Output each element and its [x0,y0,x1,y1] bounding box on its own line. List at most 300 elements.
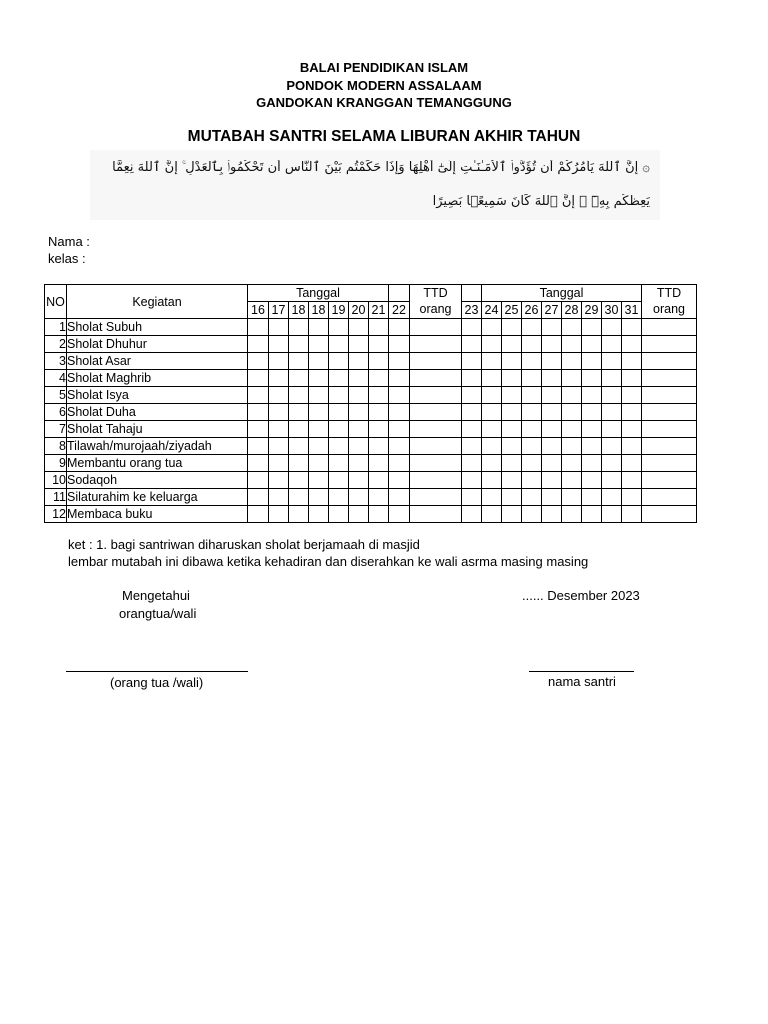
date-header-cell: 19 [329,302,349,319]
check-cell[interactable] [248,472,269,489]
date-header-cell: 20 [349,302,369,319]
check-cell[interactable] [248,319,269,336]
check-cell[interactable] [289,336,309,353]
check-cell[interactable] [329,472,349,489]
activity-name: Membaca buku [67,506,248,523]
check-cell[interactable] [462,506,482,523]
check-cell[interactable] [309,353,329,370]
date-header-cell: 22 [389,302,410,319]
check-cell[interactable] [462,353,482,370]
ttd-orang-label: orang [653,302,685,316]
check-cell[interactable] [622,353,642,370]
check-cell[interactable] [622,370,642,387]
check-cell[interactable] [462,404,482,421]
check-cell[interactable] [542,506,562,523]
check-cell[interactable] [562,387,582,404]
row-number: 3 [45,353,67,370]
check-cell[interactable] [562,506,582,523]
check-cell[interactable] [329,455,349,472]
check-cell[interactable] [349,319,369,336]
check-cell[interactable] [582,353,602,370]
check-cell[interactable] [602,421,622,438]
ttd-cell[interactable] [410,472,462,489]
check-cell[interactable] [248,438,269,455]
check-cell[interactable] [389,506,410,523]
ttd-header-1 [410,285,462,319]
check-cell[interactable] [248,489,269,506]
check-cell[interactable] [582,387,602,404]
check-cell[interactable] [562,438,582,455]
ttd-cell[interactable] [642,455,697,472]
check-cell[interactable] [269,455,289,472]
check-cell[interactable] [389,421,410,438]
check-cell[interactable] [542,455,562,472]
check-cell[interactable] [329,353,349,370]
check-cell[interactable] [309,506,329,523]
check-cell[interactable] [602,455,622,472]
check-cell[interactable] [462,455,482,472]
activity-name: Sholat Subuh [67,319,248,336]
check-cell[interactable] [542,404,562,421]
check-cell[interactable] [582,472,602,489]
check-cell[interactable] [269,370,289,387]
check-cell[interactable] [542,421,562,438]
table-row [45,353,697,370]
check-cell[interactable] [349,506,369,523]
document-title: MUTABAH SANTRI SELAMA LIBURAN AKHIR TAHUN [187,128,581,145]
activity-name: Sholat Tahaju [67,421,248,438]
check-cell[interactable] [369,472,389,489]
table-row [45,421,697,438]
check-cell[interactable] [602,404,622,421]
check-cell[interactable] [349,489,369,506]
check-cell[interactable] [502,489,522,506]
check-cell[interactable] [582,421,602,438]
check-cell[interactable] [622,489,642,506]
blank-header-cell [462,285,482,302]
ttd-cell[interactable] [410,438,462,455]
check-cell[interactable] [309,387,329,404]
check-cell[interactable] [269,404,289,421]
check-cell[interactable] [482,506,502,523]
parent-caption: (orang tua /wali) [110,675,204,690]
check-cell[interactable] [622,387,642,404]
check-cell[interactable] [462,421,482,438]
date-header-cell: 30 [602,302,622,319]
table-row [45,319,697,336]
check-cell[interactable] [389,370,410,387]
check-cell[interactable] [289,353,309,370]
check-cell[interactable] [329,319,349,336]
check-cell[interactable] [562,353,582,370]
check-cell[interactable] [582,438,602,455]
check-cell[interactable] [622,404,642,421]
ttd-cell[interactable] [410,455,462,472]
activity-table [44,284,697,523]
check-cell[interactable] [562,319,582,336]
check-cell[interactable] [542,472,562,489]
check-cell[interactable] [389,438,410,455]
check-cell[interactable] [482,387,502,404]
activity-name: Sholat Maghrib [67,370,248,387]
check-cell[interactable] [309,489,329,506]
check-cell[interactable] [369,421,389,438]
check-cell[interactable] [269,353,289,370]
check-cell[interactable] [542,319,562,336]
check-cell[interactable] [462,336,482,353]
check-cell[interactable] [248,455,269,472]
ttd-cell[interactable] [642,319,697,336]
tanggal-header-2: Tanggal [482,285,642,302]
check-cell[interactable] [462,319,482,336]
check-cell[interactable] [622,319,642,336]
institution-name: BALAI PENDIDIKAN ISLAM [299,60,469,75]
check-cell[interactable] [502,353,522,370]
check-cell[interactable] [622,421,642,438]
check-cell[interactable] [522,489,542,506]
ttd-cell[interactable] [410,421,462,438]
activity-name: Silaturahim ke keluarga [67,489,248,506]
table-row [45,387,697,404]
check-cell[interactable] [622,455,642,472]
check-cell[interactable] [389,387,410,404]
check-cell[interactable] [269,336,289,353]
check-cell[interactable] [602,438,622,455]
check-cell[interactable] [502,387,522,404]
check-cell[interactable] [602,489,622,506]
check-cell[interactable] [309,472,329,489]
nama-field-label: Nama : [48,234,90,249]
ttd-cell[interactable] [410,370,462,387]
check-cell[interactable] [369,370,389,387]
check-cell[interactable] [309,319,329,336]
date-header-cell: 25 [502,302,522,319]
date-header-cell: 29 [582,302,602,319]
ttd-cell[interactable] [642,336,697,353]
date-header-cell: 21 [369,302,389,319]
check-cell[interactable] [369,336,389,353]
check-cell[interactable] [349,421,369,438]
date-header-cell: 18 [309,302,329,319]
check-cell[interactable] [502,506,522,523]
check-cell[interactable] [389,353,410,370]
check-cell[interactable] [562,404,582,421]
check-cell[interactable] [522,404,542,421]
check-cell[interactable] [602,506,622,523]
check-cell[interactable] [269,438,289,455]
activity-name: Tilawah/murojaah/ziyadah [67,438,248,455]
ttd-cell[interactable] [642,472,697,489]
row-number: 2 [45,336,67,353]
check-cell[interactable] [289,489,309,506]
date-label: ...... Desember 2023 [522,588,640,603]
check-cell[interactable] [329,404,349,421]
check-cell[interactable] [309,404,329,421]
check-cell[interactable] [309,455,329,472]
check-cell[interactable] [389,319,410,336]
check-cell[interactable] [389,404,410,421]
check-cell[interactable] [289,319,309,336]
check-cell[interactable] [622,438,642,455]
check-cell[interactable] [329,438,349,455]
check-cell[interactable] [502,455,522,472]
row-number: 9 [45,455,67,472]
check-cell[interactable] [389,489,410,506]
check-cell[interactable] [482,370,502,387]
row-number: 5 [45,387,67,404]
check-cell[interactable] [602,370,622,387]
check-cell[interactable] [269,387,289,404]
check-cell[interactable] [248,506,269,523]
check-cell[interactable] [502,319,522,336]
check-cell[interactable] [369,438,389,455]
check-cell[interactable] [482,421,502,438]
check-cell[interactable] [248,353,269,370]
check-cell[interactable] [289,404,309,421]
check-cell[interactable] [562,472,582,489]
ttd-cell[interactable] [642,353,697,370]
check-cell[interactable] [349,353,369,370]
student-signature-line [529,671,634,672]
ttd-cell[interactable] [642,404,697,421]
check-cell[interactable] [582,455,602,472]
mengetahui-label: Mengetahui [122,588,190,603]
check-cell[interactable] [582,319,602,336]
check-cell[interactable] [502,472,522,489]
check-cell[interactable] [289,438,309,455]
ttd-cell[interactable] [410,404,462,421]
check-cell[interactable] [502,421,522,438]
table-row [45,336,697,353]
check-cell[interactable] [602,353,622,370]
check-cell[interactable] [582,336,602,353]
check-cell[interactable] [522,353,542,370]
ttd-cell[interactable] [410,506,462,523]
check-cell[interactable] [289,387,309,404]
date-header-cell: 16 [248,302,269,319]
check-cell[interactable] [369,489,389,506]
activity-name: Membantu orang tua [67,455,248,472]
check-cell[interactable] [248,404,269,421]
ttd-cell[interactable] [642,489,697,506]
check-cell[interactable] [248,370,269,387]
check-cell[interactable] [522,387,542,404]
check-cell[interactable] [349,404,369,421]
row-number: 12 [45,506,67,523]
check-cell[interactable] [349,438,369,455]
table-row [45,404,697,421]
check-cell[interactable] [248,387,269,404]
check-cell[interactable] [349,472,369,489]
check-cell[interactable] [602,319,622,336]
check-cell[interactable] [562,421,582,438]
check-cell[interactable] [522,455,542,472]
ttd-label: TTD [656,286,682,300]
check-cell[interactable] [562,336,582,353]
check-cell[interactable] [389,472,410,489]
check-cell[interactable] [522,370,542,387]
date-header-cell: 18 [289,302,309,319]
date-header-cell: 24 [482,302,502,319]
activity-name: Sholat Dhuhur [67,336,248,353]
check-cell[interactable] [522,336,542,353]
check-cell[interactable] [522,319,542,336]
tanggal-header-1: Tanggal [248,285,389,302]
school-address: GANDOKAN KRANGGAN TEMANGGUNG [256,95,512,110]
note-lembar: lembar mutabah ini dibawa ketika kehadiran dan diserahkan ke wali asrma masing masing [68,554,589,569]
ttd-cell[interactable] [642,370,697,387]
table-row [45,438,697,455]
table-row [45,506,697,523]
verse-line-2: يَعِظُكُم بِهِۦٓ ۗ إِنَّ ٱللَّهَ كَانَ سَمِيعًۢا بَصِيرًا [432,194,650,209]
check-cell[interactable] [269,472,289,489]
check-cell[interactable] [349,336,369,353]
table-row [45,472,697,489]
row-number: 8 [45,438,67,455]
check-cell[interactable] [482,455,502,472]
check-cell[interactable] [582,506,602,523]
check-cell[interactable] [369,404,389,421]
ttd-cell[interactable] [410,489,462,506]
check-cell[interactable] [329,489,349,506]
check-cell[interactable] [542,336,562,353]
check-cell[interactable] [389,455,410,472]
check-cell[interactable] [582,370,602,387]
check-cell[interactable] [269,421,289,438]
blank-header-cell [389,285,410,302]
student-caption: nama santri [548,674,616,689]
check-cell[interactable] [309,370,329,387]
check-cell[interactable] [329,421,349,438]
no-header: NO [45,285,67,319]
check-cell[interactable] [248,336,269,353]
check-cell[interactable] [309,438,329,455]
check-cell[interactable] [462,472,482,489]
check-cell[interactable] [369,506,389,523]
check-cell[interactable] [269,506,289,523]
check-cell[interactable] [522,472,542,489]
check-cell[interactable] [462,387,482,404]
check-cell[interactable] [582,489,602,506]
check-cell[interactable] [602,336,622,353]
check-cell[interactable] [502,370,522,387]
check-cell[interactable] [602,387,622,404]
row-number: 1 [45,319,67,336]
date-header-cell: 31 [622,302,642,319]
check-cell[interactable] [482,438,502,455]
check-cell[interactable] [309,336,329,353]
check-cell[interactable] [462,489,482,506]
table-row [45,455,697,472]
check-cell[interactable] [582,404,602,421]
check-cell[interactable] [349,455,369,472]
check-cell[interactable] [369,319,389,336]
check-cell[interactable] [349,370,369,387]
check-cell[interactable] [329,506,349,523]
check-cell[interactable] [542,489,562,506]
check-cell[interactable] [622,472,642,489]
check-cell[interactable] [369,387,389,404]
check-cell[interactable] [562,370,582,387]
check-cell[interactable] [482,336,502,353]
ttd-cell[interactable] [410,336,462,353]
check-cell[interactable] [482,353,502,370]
check-cell[interactable] [329,370,349,387]
date-header-cell: 17 [269,302,289,319]
row-number: 4 [45,370,67,387]
check-cell[interactable] [269,489,289,506]
check-cell[interactable] [502,404,522,421]
check-cell[interactable] [289,421,309,438]
check-cell[interactable] [562,489,582,506]
check-cell[interactable] [542,370,562,387]
check-cell[interactable] [309,421,329,438]
check-cell[interactable] [462,370,482,387]
check-cell[interactable] [482,489,502,506]
row-number: 7 [45,421,67,438]
check-cell[interactable] [622,506,642,523]
check-cell[interactable] [389,336,410,353]
check-cell[interactable] [542,387,562,404]
check-cell[interactable] [329,336,349,353]
check-cell[interactable] [369,455,389,472]
check-cell[interactable] [502,438,522,455]
check-cell[interactable] [349,387,369,404]
check-cell[interactable] [369,353,389,370]
ttd-cell[interactable] [410,319,462,336]
check-cell[interactable] [289,370,309,387]
check-cell[interactable] [522,421,542,438]
ttd-orang-label: orang [419,302,452,316]
activity-name: Sholat Duha [67,404,248,421]
orangtua-wali-label: orangtua/wali [119,606,197,621]
check-cell[interactable] [542,353,562,370]
ttd-cell[interactable] [642,421,697,438]
ttd-cell[interactable] [642,387,697,404]
kegiatan-header: Kegiatan [67,285,248,319]
ttd-cell[interactable] [410,353,462,370]
check-cell[interactable] [329,387,349,404]
check-cell[interactable] [482,404,502,421]
check-cell[interactable] [502,336,522,353]
check-cell[interactable] [622,336,642,353]
check-cell[interactable] [248,421,269,438]
check-cell[interactable] [562,455,582,472]
check-cell[interactable] [462,438,482,455]
date-header-cell: 23 [462,302,482,319]
check-cell[interactable] [269,319,289,336]
row-number: 11 [45,489,67,506]
ttd-cell[interactable] [642,506,697,523]
check-cell[interactable] [482,472,502,489]
check-cell[interactable] [522,506,542,523]
ttd-cell[interactable] [642,438,697,455]
verse-line-1: ۞ إِنَّ ٱللَّهَ يَأْمُرُكُمْ أَن تُؤَدُّوا۟ ٱلْأَمَـٰنَـٰتِ إِلَىٰٓ أَهْلِهَا وَإِذَا حَكَمْتُم بَيْنَ ٱلنَّاسِ أَن تَحْكُمُوا۟ بِٱلْعَدْلِ ۚ إِنَّ ٱللَّهَ نِعِمَّا [112,160,650,175]
check-cell[interactable] [289,472,309,489]
note-ket: ket : 1. bagi santriwan diharuskan sholat berjamaah di masjid [68,537,420,552]
check-cell[interactable] [602,472,622,489]
row-number: 6 [45,404,67,421]
row-number: 10 [45,472,67,489]
check-cell[interactable] [542,438,562,455]
check-cell[interactable] [289,506,309,523]
check-cell[interactable] [522,438,542,455]
parent-signature-line [66,671,248,672]
check-cell[interactable] [482,319,502,336]
ttd-cell[interactable] [410,387,462,404]
check-cell[interactable] [289,455,309,472]
table-row [45,489,697,506]
